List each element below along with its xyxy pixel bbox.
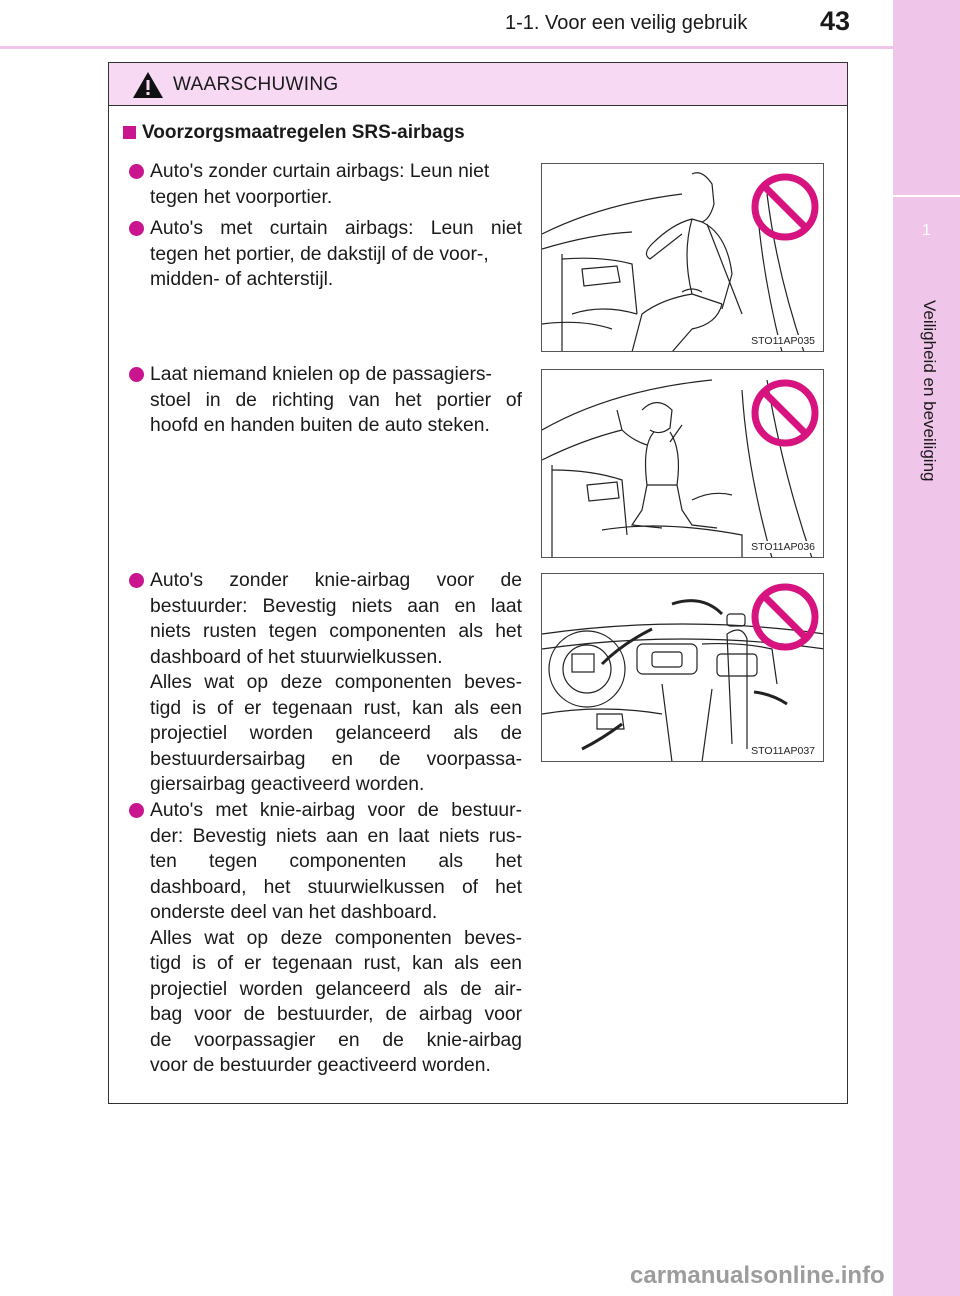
bullet-dot-icon <box>129 573 144 588</box>
warning-bullet-1 <box>129 159 522 210</box>
bullet-line: de voorpassagier en de knie-airbag <box>150 1029 522 1051</box>
bullet-dot-icon <box>129 803 144 818</box>
figure-code: STO11AP036 <box>751 541 815 553</box>
bullet-line: bestuurdersairbag en de voorpassa- <box>150 748 522 770</box>
bullet-line: tegen het portier, de dakstijl of de voor-, <box>150 243 489 265</box>
page-number: 43 <box>820 6 851 36</box>
bullet-line: Auto's zonder curtain airbags: Leun niet <box>150 161 490 182</box>
prohibition-icon <box>750 378 820 448</box>
bullet-line: Alles wat op deze componenten beves- <box>150 672 522 693</box>
chapter-title: Veiligheid en beveiliging <box>920 300 939 482</box>
bullet-line: niets rusten tegen componenten als het <box>150 621 522 642</box>
chapter-side-tab <box>893 0 960 1296</box>
bullet-line: Auto's met curtain airbags: Leun niet <box>150 218 522 239</box>
bullet-line: Laat niemand knielen op de passagiers- <box>150 364 492 385</box>
bullet-line: tigd is of er tegenaan rust, kan als een <box>150 697 522 719</box>
bullet-line: tigd is of er tegenaan rust, kan als een <box>150 953 522 974</box>
prohibition-icon <box>750 582 820 652</box>
illustration-dashboard-objects <box>541 573 824 762</box>
warning-header <box>109 63 847 106</box>
bullet-dot-icon <box>129 367 144 382</box>
warning-bullet-2 <box>129 216 522 293</box>
section-title <box>123 122 465 144</box>
bullet-line: dashboard, het stuurwielkussen of het <box>150 876 522 898</box>
section-title-text: Voorzorgsmaatregelen SRS-airbags <box>142 122 465 143</box>
bullet-line: ten tegen componenten als het <box>150 851 522 872</box>
bullet-line: projectiel worden gelanceerd als de air- <box>150 978 522 1000</box>
bullet-dot-icon <box>129 221 144 236</box>
warning-title: WAARSCHUWING <box>173 74 339 95</box>
bullet-line: onderste deel van het dashboard. <box>150 902 438 923</box>
chapter-number: 1 <box>922 222 931 239</box>
bullet-line: giersairbag geactiveerd worden. <box>150 774 425 795</box>
bullet-line: tegen het voorportier. <box>150 186 333 208</box>
bullet-dot-icon <box>129 164 144 179</box>
chapter-divider <box>893 195 960 197</box>
running-head: 1-1. Voor een veilig gebruik <box>505 12 748 34</box>
section-square-icon <box>123 126 136 139</box>
prohibition-icon <box>750 172 820 242</box>
warning-triangle-icon <box>131 70 165 100</box>
bullet-line: bag voor de bestuurder, de airbag voor <box>150 1004 522 1025</box>
illustration-kneeling-seat <box>541 369 824 558</box>
bullet-line: Alles wat op deze componenten beves- <box>150 927 522 949</box>
illustration-leaning-door <box>541 163 824 352</box>
bullet-line: Auto's zonder knie-airbag voor de <box>150 570 522 591</box>
bullet-line: stoel in de richting van het portier of <box>150 389 522 411</box>
bullet-line: voor de bestuurder geactiveerd worden. <box>150 1055 491 1076</box>
bullet-line: dashboard of het stuurwielkussen. <box>150 646 443 668</box>
bullet-line: projectiel worden gelanceerd als de <box>150 723 522 744</box>
bullet-line: bestuurder: Bevestig niets aan en laat <box>150 595 522 617</box>
watermark: carmanualsonline.info <box>630 1262 885 1289</box>
figure-code: STO11AP035 <box>751 335 815 347</box>
bullet-line: Auto's met knie-airbag voor de bestuur- <box>150 800 522 821</box>
warning-bullet-3 <box>129 362 522 439</box>
bullet-line: hoofd en handen buiten de auto steken. <box>150 415 490 436</box>
bullet-line: midden- of achterstijl. <box>150 269 334 290</box>
warning-bullet-5 <box>129 798 522 1079</box>
warning-box <box>108 62 848 1104</box>
bullet-line: der: Bevestig niets aan en laat niets rus- <box>150 825 522 847</box>
figure-code: STO11AP037 <box>751 745 815 757</box>
warning-bullet-4 <box>129 568 522 798</box>
header-rule <box>0 46 893 49</box>
